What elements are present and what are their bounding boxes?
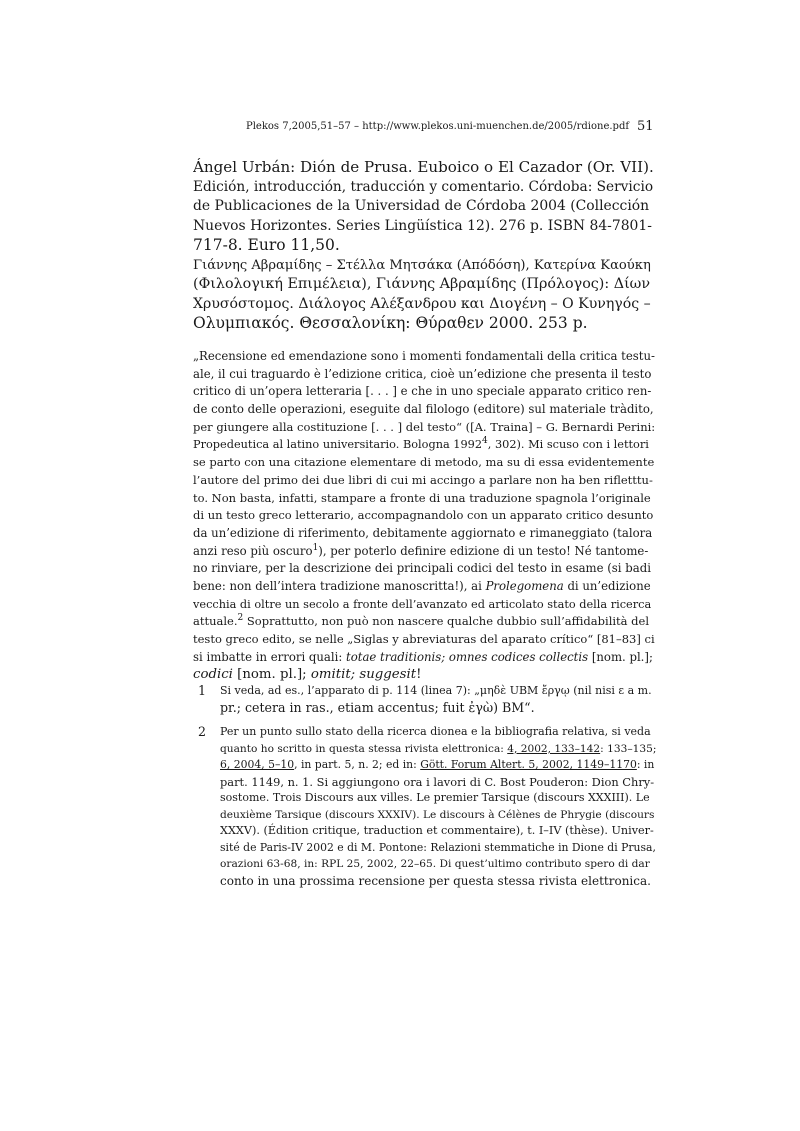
italic-quote: totae traditionis; omnes codices collectis bbox=[346, 649, 589, 664]
citation-line: Χρυσόστομος. Διάλογος Αλέξανδρου και Διογένη – Ο Κυνηγός – bbox=[193, 295, 651, 312]
body-line: no rinviare, per la descrizione dei principali codici del testo in esame (si badi bbox=[193, 561, 651, 576]
citation-line: Nuevos Horizontes. Series Lingüística 12). 276 p. ISBN 84-7801- bbox=[193, 217, 652, 234]
link-plekos-2002[interactable]: 4, 2002, 133–142 bbox=[507, 742, 601, 755]
body-line: codici [nom. pl.]; omitit; suggesit! bbox=[193, 667, 422, 683]
footnote-line: pr.; cetera in ras., etiam accentus; fuit ἐγὼ) BM“. bbox=[220, 699, 535, 715]
footnote-line: quanto ho scritto in questa stessa rivista elettronica: 4, 2002, 133–142: 133–135; bbox=[220, 742, 656, 755]
body-line: per giungere alla costituzione [. . . ] del testo“ ([A. Traina] – G. Bernardi Perini: bbox=[193, 419, 655, 434]
footnote-line: sostome. Trois Discours aux villes. Le premier Tarsique (discours XXXIII). Le bbox=[220, 791, 650, 804]
review-paragraph bbox=[193, 348, 655, 684]
body-line: vecchia di oltre un secolo a fronte dell’avanzato ed articolato stato della ricerca bbox=[193, 597, 652, 611]
body-line: bene: non dell’intera tradizione manoscritta!), ai Prolegomena di un’edizione bbox=[193, 578, 651, 593]
running-header-source: Plekos 7,2005,51–57 – http://www.plekos.uni-muenchen.de/2005/rdione.pdf bbox=[246, 121, 630, 132]
footnote-line: conto in una prossima recensione per questa stessa rivista elettronica. bbox=[220, 873, 651, 888]
footnote-line: orazioni 63-68, in: RPL 25, 2002, 22–65. Di quest’ultimo contributo spero di dar bbox=[220, 858, 650, 870]
page-number: 51 bbox=[637, 119, 654, 134]
body-line: ale, il cui traguardo è l’edizione critica, cioè un’edizione che presenta il testo bbox=[193, 366, 652, 381]
body-line: se parto con una citazione elementare di metodo, ma su di essa evidentemente bbox=[193, 455, 655, 470]
link-plekos-2004[interactable]: 6, 2004, 5–10 bbox=[220, 758, 295, 771]
citation-line: de Publicaciones de la Universidad de Córdoba 2004 (Collección bbox=[193, 198, 650, 214]
bibliographic-citation bbox=[193, 158, 655, 334]
footnote-ref-2[interactable]: 2 bbox=[237, 613, 244, 624]
body-line: critico di un’opera letteraria [. . . ] e che in uno speciale apparato critico ren- bbox=[193, 384, 652, 399]
body-line: anzi reso più oscuro$^1$), per poterlo definire edizione di un testo! Né tantome- bbox=[193, 542, 649, 558]
footnote-line: part. 1149, n. 1. Si aggiungono ora i lavori di C. Bost Pouderon: Dion Chry- bbox=[220, 774, 655, 789]
citation-line: 717-8. Euro 11,50. bbox=[193, 236, 340, 254]
body-line: to. Non basta, infatti, stampare a fronte di una traduzione spagnola l’originale bbox=[193, 490, 651, 505]
body-line: da un’edizione di riferimento, debitamente aggiornato e rimaneggiato (talora bbox=[193, 525, 653, 540]
footnote-line: XXXV). (Édition critique, traduction et commentaire), t. I–IV (thèse). Univer- bbox=[220, 824, 654, 837]
body-line: si imbatte in errori quali: totae traditionis; omnes codices collectis [nom. pl.]; bbox=[193, 649, 653, 664]
citation-line: Ολυμπιακός. Θεσσαλονίκη: Θύραθεν 2000. 253 p. bbox=[193, 314, 588, 332]
italic-term: Prolegomena bbox=[485, 578, 564, 593]
citation-line: Edición, introducción, traducción y comentario. Córdoba: Servicio bbox=[193, 178, 654, 195]
citation-line: Γιάννης Αβραμίδης – Στέλλα Μητσάκα (Απόδόση), Κατερίνα Καούκη bbox=[193, 257, 651, 273]
footnote-number: 1 bbox=[198, 683, 207, 698]
body-line: l’autore del primo dei due libri di cui mi accingo a parlare non ha ben rifletttu- bbox=[193, 472, 653, 487]
citation-line: Ángel Urbán: Dión de Prusa. Euboico o El Cazador (Or. VII). bbox=[193, 158, 654, 176]
italic-quote: omitit; suggesit bbox=[310, 667, 417, 683]
body-line: di un testo greco letterario, accompagnandolo con un apparato critico desunto bbox=[193, 508, 654, 523]
body-line: Propedeutica al latino universitario. Bologna 1992$^4$, 302). Mi scuso con i lettori bbox=[193, 436, 649, 452]
footnote-line: 6, 2004, 5–10, in part. 5, n. 2; ed in: Gött. Forum Altert. 5, 2002, 1149–1170: in bbox=[220, 758, 655, 771]
footnote-line: Per un punto sullo stato della ricerca dionea e la bibliografia relativa, si veda bbox=[220, 725, 651, 738]
body-line: attuale.$^2$ Soprattutto, non può non nascere qualche dubbio sull’affidabilità del bbox=[193, 613, 650, 629]
citation-line: (Φιλολογική Επιμέλεια), Γιάννης Αβραμίδης (Πρόλογος): Δίων bbox=[193, 276, 651, 292]
body-line: „Recensione ed emendazione sono i momenti fondamentali della critica testu- bbox=[193, 349, 655, 363]
footnote-line: sité de Paris-IV 2002 e di M. Pontone: Relazioni stemmatiche in Dione di Prusa, bbox=[220, 840, 656, 854]
link-gott-forum[interactable]: Gött. Forum Altert. 5, 2002, 1149–1170 bbox=[420, 758, 637, 771]
footnote-number: 2 bbox=[198, 724, 207, 739]
footnote-ref: 4 bbox=[482, 436, 488, 447]
footnote-ref-1[interactable]: 1 bbox=[312, 542, 319, 553]
footnote-line: Si veda, ad es., l’apparato di p. 114 (linea 7): „μηδὲ UBM ἔργῳ (nil nisi ε a m. bbox=[220, 684, 652, 697]
body-line: de conto delle operazioni, eseguite dal filologo (editore) sul materiale tràdito, bbox=[193, 402, 654, 417]
italic-quote: codici bbox=[193, 667, 233, 683]
footnote-line: deuxième Tarsique (discours XXXIV). Le discours à Célènes de Phrygie (discours bbox=[220, 808, 655, 821]
body-line: testo greco edito, se nelle „Siglas y abreviaturas del aparato crítico“ [81–83] ci bbox=[193, 632, 655, 646]
